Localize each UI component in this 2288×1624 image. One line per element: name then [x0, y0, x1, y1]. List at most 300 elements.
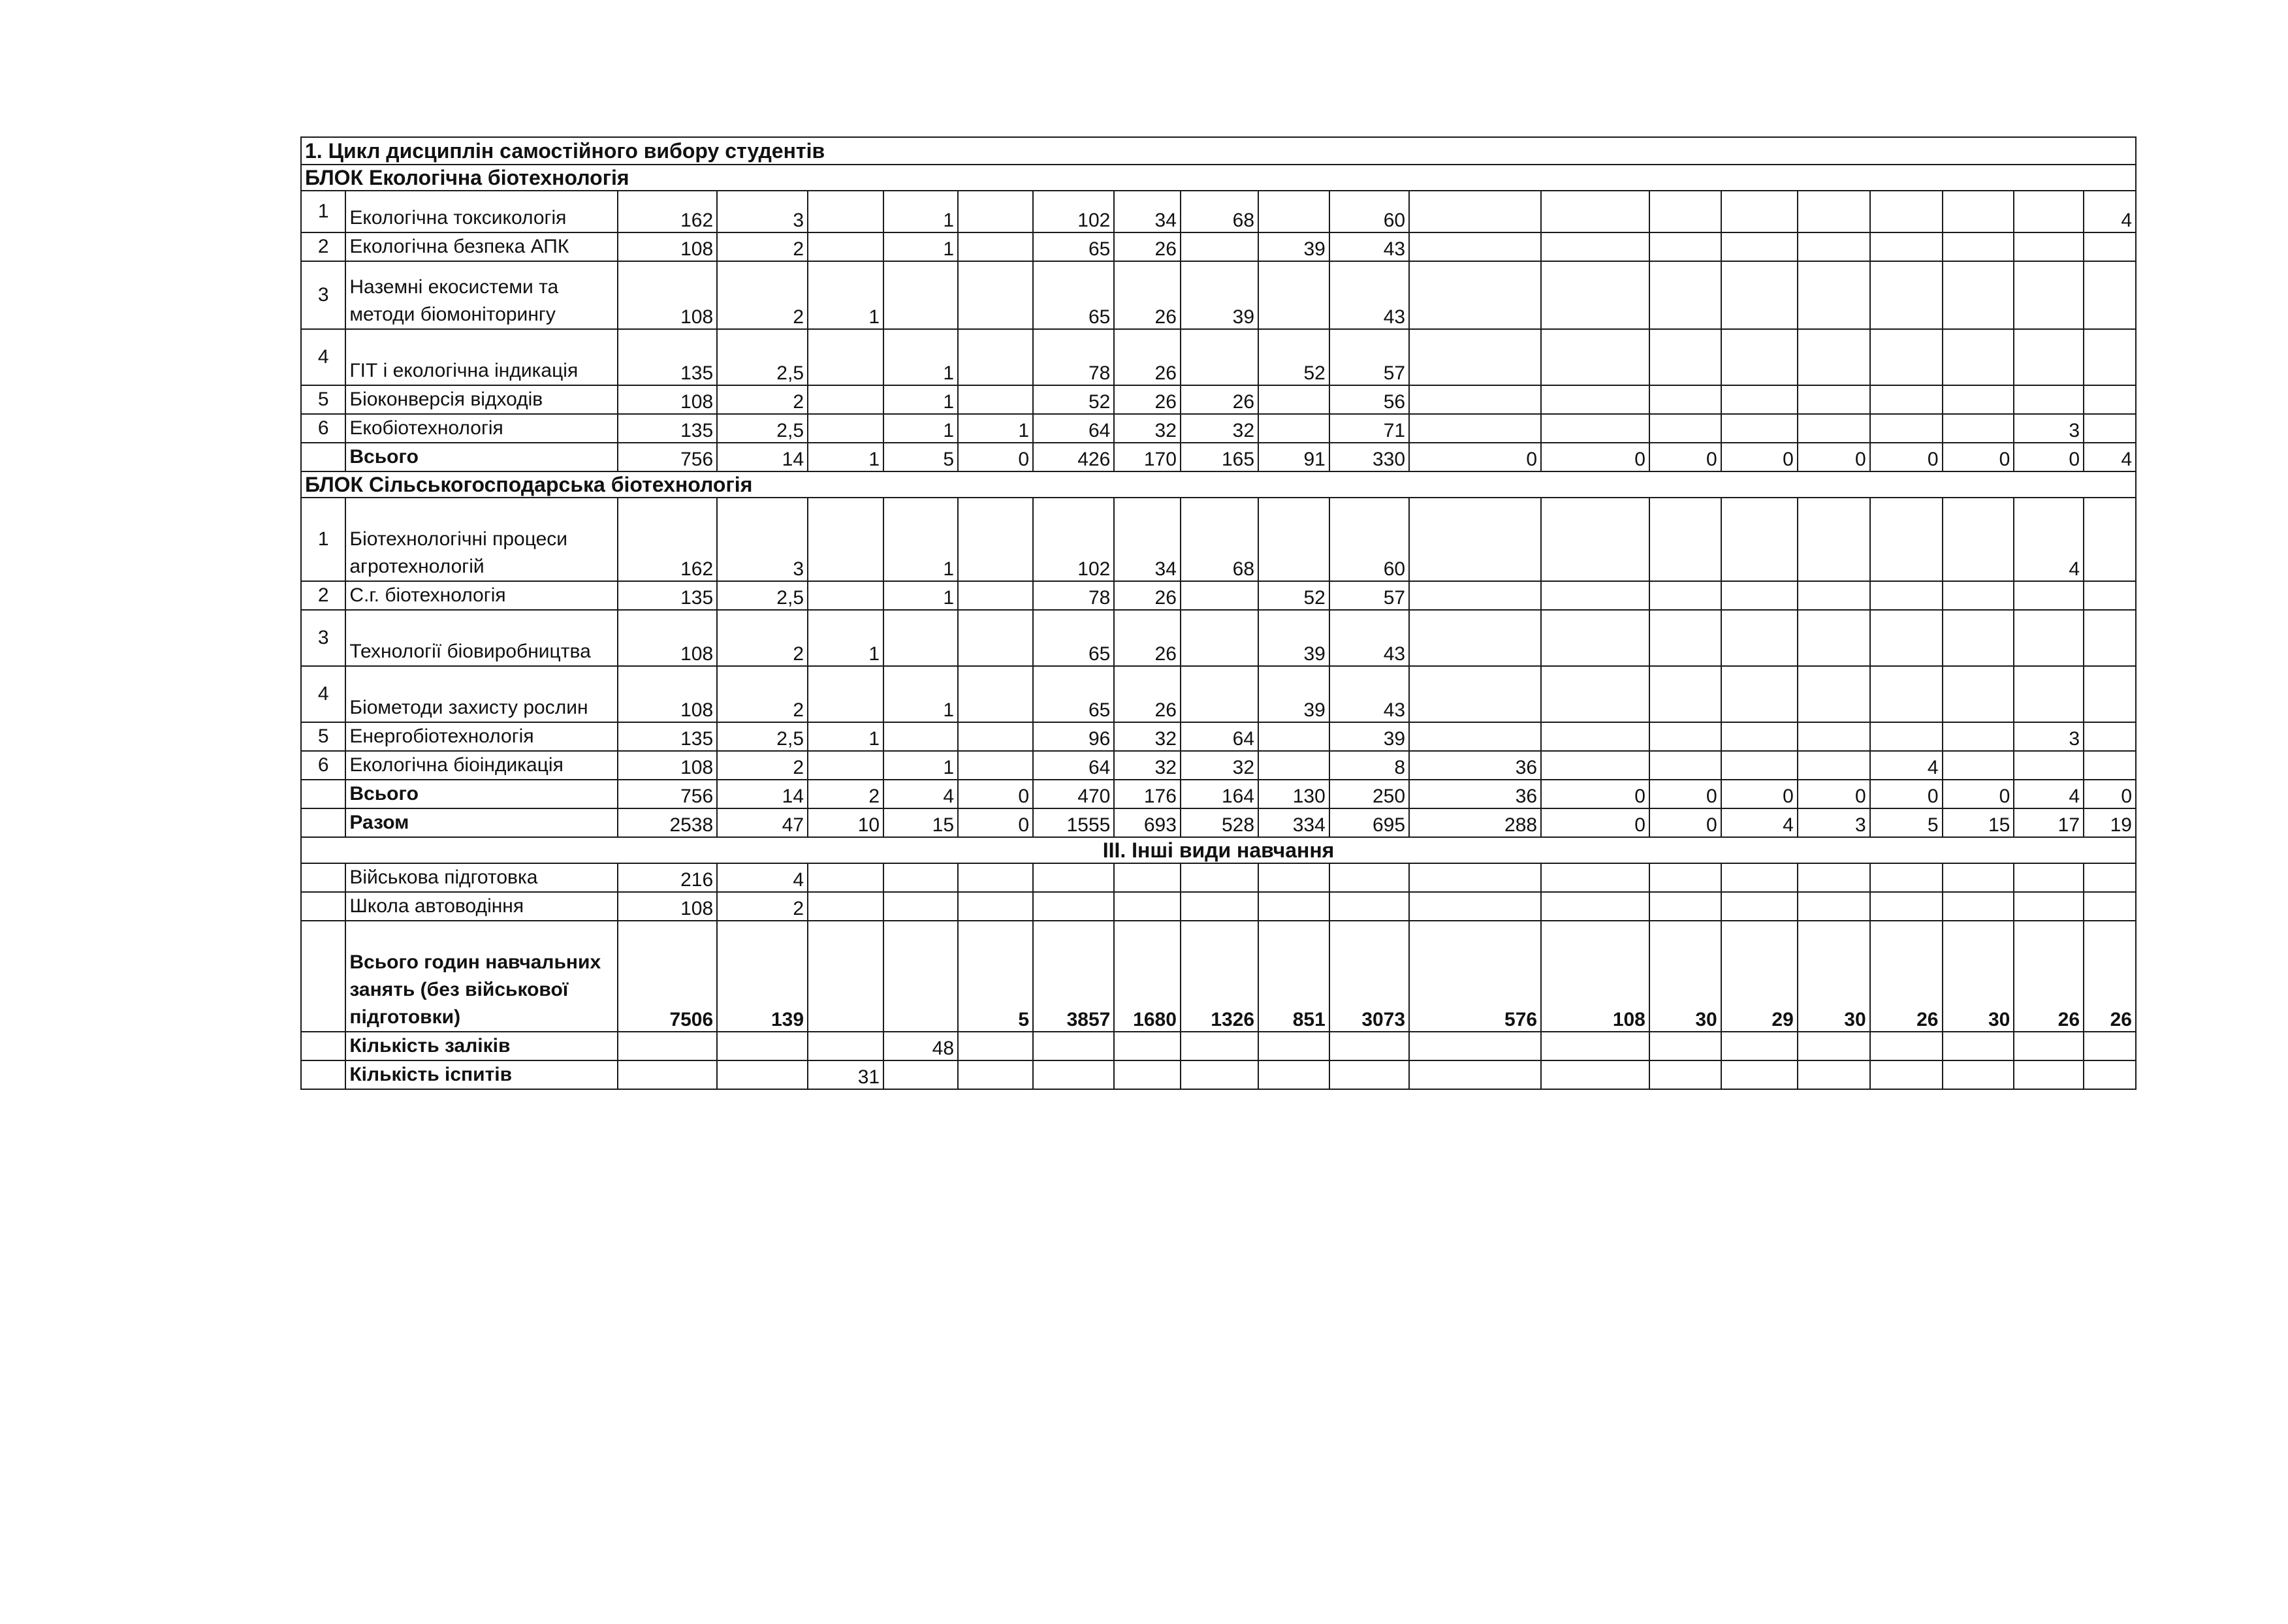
value-cell: [1258, 414, 1329, 443]
value-cell: 108: [618, 610, 717, 666]
discipline-name: Всього: [345, 780, 618, 808]
value-cell: [1798, 385, 1870, 414]
value-cell: [1181, 1032, 1258, 1060]
value-cell: 2: [808, 780, 883, 808]
value-cell: [1258, 722, 1329, 751]
value-cell: [1181, 232, 1258, 261]
value-cell: 65: [1033, 666, 1114, 722]
value-cell: 693: [1114, 808, 1181, 837]
value-cell: [1541, 414, 1649, 443]
value-cell: 10: [808, 808, 883, 837]
value-cell: [1943, 191, 2014, 232]
value-cell: [808, 581, 883, 610]
value-cell: [1541, 191, 1649, 232]
row-number: [301, 863, 345, 892]
value-cell: [1943, 751, 2014, 780]
value-cell: [2014, 863, 2084, 892]
value-cell: [1721, 1060, 1798, 1089]
value-cell: [2084, 232, 2136, 261]
value-cell: 1: [883, 191, 958, 232]
value-cell: 1: [883, 385, 958, 414]
value-cell: [808, 232, 883, 261]
value-cell: [1943, 498, 2014, 581]
value-cell: 2,5: [717, 329, 808, 385]
value-cell: 756: [618, 780, 717, 808]
value-cell: [2084, 498, 2136, 581]
value-cell: [1870, 329, 1943, 385]
value-cell: [1649, 722, 1721, 751]
discipline-name: Біометоди захисту рослин: [345, 666, 618, 722]
value-cell: 1680: [1114, 921, 1181, 1032]
value-cell: [1870, 666, 1943, 722]
value-cell: [2084, 666, 2136, 722]
row-number: [301, 808, 345, 837]
value-cell: [1329, 1032, 1409, 1060]
value-cell: 2: [717, 232, 808, 261]
value-cell: 4: [717, 863, 808, 892]
value-cell: 39: [1329, 722, 1409, 751]
value-cell: 31: [808, 1060, 883, 1089]
value-cell: [2014, 191, 2084, 232]
value-cell: [1541, 385, 1649, 414]
value-cell: 135: [618, 581, 717, 610]
value-cell: 0: [1649, 808, 1721, 837]
value-cell: 15: [1943, 808, 2014, 837]
value-cell: 4: [1870, 751, 1943, 780]
value-cell: [958, 232, 1033, 261]
value-cell: 17: [2014, 808, 2084, 837]
value-cell: 102: [1033, 498, 1114, 581]
value-cell: [1409, 666, 1541, 722]
table-row: [301, 191, 2136, 232]
value-cell: 3: [717, 191, 808, 232]
value-cell: 30: [1649, 921, 1721, 1032]
value-cell: 36: [1409, 751, 1541, 780]
value-cell: 32: [1114, 722, 1181, 751]
value-cell: [808, 921, 883, 1032]
value-cell: [2084, 1032, 2136, 1060]
value-cell: 3: [2014, 722, 2084, 751]
value-cell: [1541, 610, 1649, 666]
value-cell: 695: [1329, 808, 1409, 837]
value-cell: [1541, 751, 1649, 780]
value-cell: [1943, 610, 2014, 666]
value-cell: [1649, 892, 1721, 921]
value-cell: [1541, 329, 1649, 385]
value-cell: [808, 892, 883, 921]
value-cell: [1409, 1060, 1541, 1089]
value-cell: 851: [1258, 921, 1329, 1032]
value-cell: 108: [1541, 921, 1649, 1032]
value-cell: 4: [2014, 498, 2084, 581]
value-cell: [1721, 610, 1798, 666]
value-cell: [1181, 863, 1258, 892]
value-cell: 65: [1033, 610, 1114, 666]
value-cell: 108: [618, 892, 717, 921]
value-cell: [1870, 1032, 1943, 1060]
value-cell: 43: [1329, 232, 1409, 261]
table-row: [301, 581, 2136, 610]
value-cell: [1409, 329, 1541, 385]
table-row: [301, 329, 2136, 385]
value-cell: [1541, 722, 1649, 751]
value-cell: [1798, 329, 1870, 385]
value-cell: 2: [717, 751, 808, 780]
value-cell: 2: [717, 610, 808, 666]
value-cell: 26: [1114, 610, 1181, 666]
value-cell: 39: [1181, 261, 1258, 329]
value-cell: 65: [1033, 232, 1114, 261]
value-cell: 4: [2014, 780, 2084, 808]
value-cell: [958, 385, 1033, 414]
value-cell: 135: [618, 414, 717, 443]
value-cell: [1181, 581, 1258, 610]
value-cell: [1870, 863, 1943, 892]
value-cell: [1943, 892, 2014, 921]
value-cell: [1798, 610, 1870, 666]
value-cell: [1541, 261, 1649, 329]
value-cell: [958, 610, 1033, 666]
value-cell: [1721, 385, 1798, 414]
row-number: 4: [301, 666, 345, 722]
value-cell: 43: [1329, 261, 1409, 329]
value-cell: 34: [1114, 191, 1181, 232]
value-cell: [1541, 666, 1649, 722]
value-cell: [958, 1032, 1033, 1060]
value-cell: 5: [883, 443, 958, 471]
value-cell: [2084, 414, 2136, 443]
value-cell: [1943, 329, 2014, 385]
value-cell: [2014, 385, 2084, 414]
row-number: [301, 921, 345, 1032]
value-cell: 36: [1409, 780, 1541, 808]
value-cell: 48: [883, 1032, 958, 1060]
value-cell: 2538: [618, 808, 717, 837]
value-cell: 216: [618, 863, 717, 892]
value-cell: [1258, 498, 1329, 581]
row-number: [301, 780, 345, 808]
value-cell: [883, 1060, 958, 1089]
row-number: 5: [301, 722, 345, 751]
value-cell: 26: [1114, 261, 1181, 329]
value-cell: [1258, 191, 1329, 232]
value-cell: [1258, 261, 1329, 329]
value-cell: 30: [1943, 921, 2014, 1032]
value-cell: [1649, 863, 1721, 892]
value-cell: 52: [1258, 329, 1329, 385]
value-cell: 1: [883, 329, 958, 385]
value-cell: 528: [1181, 808, 1258, 837]
value-cell: 1: [958, 414, 1033, 443]
value-cell: [1721, 498, 1798, 581]
value-cell: [1798, 232, 1870, 261]
total-hours-row: [301, 921, 2136, 1032]
value-cell: 43: [1329, 666, 1409, 722]
value-cell: [808, 751, 883, 780]
table-row: [301, 863, 2136, 892]
value-cell: 108: [618, 751, 717, 780]
value-cell: [1798, 722, 1870, 751]
value-cell: 1: [883, 751, 958, 780]
value-cell: [2014, 1060, 2084, 1089]
value-cell: 0: [1541, 780, 1649, 808]
value-cell: [1870, 610, 1943, 666]
value-cell: [1258, 1032, 1329, 1060]
value-cell: 3: [2014, 414, 2084, 443]
value-cell: 1555: [1033, 808, 1114, 837]
value-cell: [1798, 666, 1870, 722]
value-cell: [1329, 1060, 1409, 1089]
value-cell: 60: [1329, 498, 1409, 581]
value-cell: 43: [1329, 610, 1409, 666]
value-cell: 0: [1943, 443, 2014, 471]
value-cell: [1649, 498, 1721, 581]
value-cell: [1409, 1032, 1541, 1060]
value-cell: [958, 751, 1033, 780]
value-cell: 4: [1721, 808, 1798, 837]
value-cell: [2084, 385, 2136, 414]
value-cell: [1943, 581, 2014, 610]
value-cell: 0: [958, 780, 1033, 808]
discipline-name: Екологічна токсикологія: [345, 191, 618, 232]
value-cell: 0: [1541, 443, 1649, 471]
discipline-name: Енергобіотехнологія: [345, 722, 618, 751]
value-cell: [1798, 261, 1870, 329]
discipline-name: Всього годин навчальних занять (без військової підготовки): [345, 921, 618, 1032]
value-cell: 0: [1870, 780, 1943, 808]
value-cell: 2: [717, 261, 808, 329]
value-cell: [1649, 414, 1721, 443]
value-cell: [883, 921, 958, 1032]
value-cell: 0: [1870, 443, 1943, 471]
value-cell: [1114, 863, 1181, 892]
value-cell: [2014, 1032, 2084, 1060]
value-cell: 1: [808, 261, 883, 329]
value-cell: [958, 892, 1033, 921]
value-cell: 47: [717, 808, 808, 837]
value-cell: [1721, 722, 1798, 751]
value-cell: [1721, 863, 1798, 892]
value-cell: 64: [1033, 751, 1114, 780]
razom-row: [301, 808, 2136, 837]
value-cell: [1114, 1060, 1181, 1089]
value-cell: 164: [1181, 780, 1258, 808]
value-cell: 0: [958, 443, 1033, 471]
value-cell: [1181, 1060, 1258, 1089]
value-cell: [1409, 498, 1541, 581]
value-cell: [2084, 892, 2136, 921]
value-cell: [883, 722, 958, 751]
value-cell: 2: [717, 892, 808, 921]
value-cell: 4: [2084, 443, 2136, 471]
value-cell: [1409, 385, 1541, 414]
value-cell: [808, 191, 883, 232]
value-cell: 64: [1181, 722, 1258, 751]
discipline-name: С.г. біотехнологія: [345, 581, 618, 610]
value-cell: [1409, 191, 1541, 232]
value-cell: 3857: [1033, 921, 1114, 1032]
value-cell: 34: [1114, 498, 1181, 581]
value-cell: 0: [1721, 780, 1798, 808]
value-cell: 162: [618, 191, 717, 232]
discipline-name: Біоконверсія відходів: [345, 385, 618, 414]
value-cell: [1181, 610, 1258, 666]
value-cell: [1721, 581, 1798, 610]
value-cell: 7506: [618, 921, 717, 1032]
row-number: 6: [301, 414, 345, 443]
value-cell: [618, 1032, 717, 1060]
row-number: 1: [301, 498, 345, 581]
value-cell: [1541, 498, 1649, 581]
value-cell: [1649, 751, 1721, 780]
value-cell: [958, 666, 1033, 722]
discipline-name: Технології біовиробництва: [345, 610, 618, 666]
section-title-row: [301, 137, 2136, 165]
value-cell: 3: [1798, 808, 1870, 837]
value-cell: 56: [1329, 385, 1409, 414]
value-cell: [1870, 1060, 1943, 1089]
value-cell: [883, 892, 958, 921]
value-cell: 78: [1033, 581, 1114, 610]
value-cell: [618, 1060, 717, 1089]
value-cell: [1649, 1032, 1721, 1060]
value-cell: 26: [1870, 921, 1943, 1032]
value-cell: [1721, 892, 1798, 921]
value-cell: 0: [1409, 443, 1541, 471]
value-cell: [1409, 892, 1541, 921]
value-cell: [1649, 329, 1721, 385]
value-cell: 1: [883, 232, 958, 261]
value-cell: 334: [1258, 808, 1329, 837]
value-cell: [1541, 1032, 1649, 1060]
discipline-name: Кількість іспитів: [345, 1060, 618, 1089]
block1-title: БЛОК Екологічна біотехнологія: [301, 165, 2136, 191]
value-cell: [1409, 863, 1541, 892]
value-cell: [1541, 892, 1649, 921]
value-cell: 57: [1329, 329, 1409, 385]
curriculum-sheet: [300, 136, 2137, 1125]
value-cell: 576: [1409, 921, 1541, 1032]
value-cell: 1: [883, 498, 958, 581]
other-section-title: ІІІ. Інші види навчання: [301, 837, 2136, 863]
value-cell: 26: [1114, 581, 1181, 610]
value-cell: [958, 329, 1033, 385]
value-cell: [1649, 1060, 1721, 1089]
value-cell: 139: [717, 921, 808, 1032]
value-cell: 1: [808, 610, 883, 666]
value-cell: 8: [1329, 751, 1409, 780]
value-cell: [883, 261, 958, 329]
table-row: [301, 610, 2136, 666]
value-cell: [1033, 892, 1114, 921]
value-cell: [1870, 261, 1943, 329]
value-cell: [958, 722, 1033, 751]
value-cell: [1649, 385, 1721, 414]
row-number: 1: [301, 191, 345, 232]
value-cell: [1943, 232, 2014, 261]
value-cell: [2014, 581, 2084, 610]
value-cell: 0: [2014, 443, 2084, 471]
value-cell: [1870, 892, 1943, 921]
value-cell: 52: [1258, 581, 1329, 610]
value-cell: [1258, 1060, 1329, 1089]
value-cell: [1870, 191, 1943, 232]
table-row: [301, 414, 2136, 443]
value-cell: 39: [1258, 232, 1329, 261]
value-cell: [717, 1032, 808, 1060]
value-cell: [1033, 1060, 1114, 1089]
value-cell: [1114, 1032, 1181, 1060]
value-cell: 26: [1114, 385, 1181, 414]
row-number: [301, 1060, 345, 1089]
value-cell: 2,5: [717, 581, 808, 610]
value-cell: [1329, 892, 1409, 921]
value-cell: [2084, 329, 2136, 385]
value-cell: [1409, 722, 1541, 751]
table-row: [301, 892, 2136, 921]
block2-total-row: [301, 780, 2136, 808]
table-row: [301, 666, 2136, 722]
value-cell: [1943, 666, 2014, 722]
table-row: [301, 722, 2136, 751]
value-cell: [1943, 1060, 2014, 1089]
value-cell: [808, 666, 883, 722]
value-cell: 71: [1329, 414, 1409, 443]
value-cell: [1258, 751, 1329, 780]
value-cell: 3073: [1329, 921, 1409, 1032]
value-cell: [1798, 751, 1870, 780]
value-cell: [2014, 232, 2084, 261]
value-cell: [1409, 414, 1541, 443]
value-cell: 4: [2084, 191, 2136, 232]
value-cell: 250: [1329, 780, 1409, 808]
table-row: [301, 498, 2136, 581]
value-cell: [1181, 666, 1258, 722]
value-cell: [808, 385, 883, 414]
value-cell: 2,5: [717, 414, 808, 443]
value-cell: [2084, 722, 2136, 751]
value-cell: 65: [1033, 261, 1114, 329]
value-cell: [1181, 892, 1258, 921]
value-cell: [2014, 666, 2084, 722]
value-cell: [1870, 232, 1943, 261]
row-number: 2: [301, 581, 345, 610]
section-title: 1. Цикл дисциплін самостійного вибору студентів: [301, 137, 2136, 165]
value-cell: 14: [717, 780, 808, 808]
value-cell: [1649, 581, 1721, 610]
value-cell: 5: [1870, 808, 1943, 837]
row-number: 6: [301, 751, 345, 780]
value-cell: [1114, 892, 1181, 921]
value-cell: [1870, 414, 1943, 443]
value-cell: [1409, 610, 1541, 666]
value-cell: 135: [618, 722, 717, 751]
value-cell: 4: [883, 780, 958, 808]
value-cell: 32: [1181, 414, 1258, 443]
value-cell: 26: [1114, 666, 1181, 722]
exams-row: [301, 1060, 2136, 1089]
value-cell: 64: [1033, 414, 1114, 443]
value-cell: [2014, 610, 2084, 666]
value-cell: [1798, 892, 1870, 921]
other-section-title-row: [301, 837, 2136, 863]
value-cell: 176: [1114, 780, 1181, 808]
row-number: [301, 443, 345, 471]
value-cell: [1033, 863, 1114, 892]
value-cell: [2084, 751, 2136, 780]
value-cell: 30: [1798, 921, 1870, 1032]
value-cell: 0: [1798, 780, 1870, 808]
